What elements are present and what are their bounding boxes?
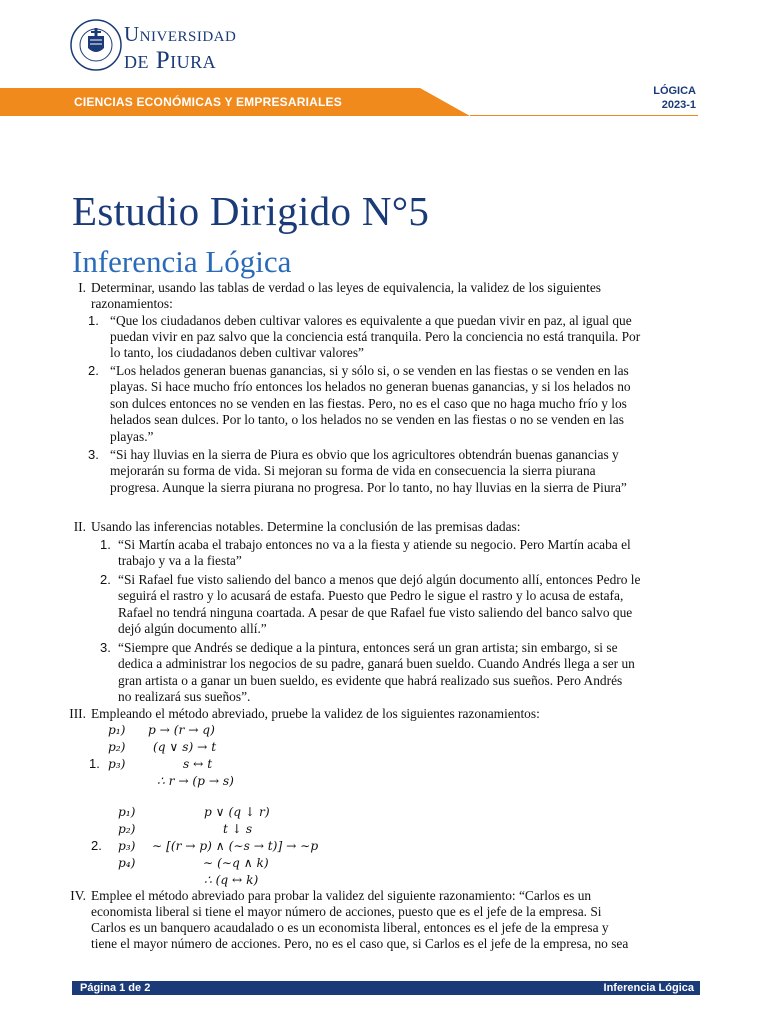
s1-item2-line1: “Los helados generan buenas ganancias, si y sólo si, o se venden en las fiestas o se venden en las: [110, 363, 629, 378]
p2-premise3-label: p₃): [118, 839, 136, 853]
s2-item2-number: 2.: [100, 572, 111, 587]
s1-item1-line1: “Que los ciudadanos deben cultivar valores es equivalente a que puedan vivir en paz, al igual que: [110, 313, 632, 328]
section-2-text: Usando las inferencias notables. Determine la conclusión de las premisas dadas:: [91, 519, 521, 534]
p2-premise2-formula: t ↓ s: [223, 822, 253, 836]
p2-conclusion: ∴ (q ↔ k): [204, 873, 259, 887]
p2-premise4-formula: ∼ (∼q ∧ k): [203, 856, 269, 870]
s1-item3-line2: mejorarán su forma de vida. Si mejoran su forma de vida en consecuencia la sierra piurana: [110, 463, 596, 478]
p1-number: 1.: [89, 756, 100, 771]
section-3-text: Empleando el método abreviado, pruebe la validez de los siguientes razonamientos:: [91, 706, 540, 721]
s2-item1-line2: trabajo y va a la fiesta”: [118, 553, 242, 568]
university-name-line1: Universidad: [124, 22, 237, 46]
section-1-text-a: Determinar, usando las tablas de verdad o las leyes de equivalencia, la validez de los siguientes: [91, 280, 601, 295]
s2-item3-line2: dedica a administrar los negocios de su padre, ganará buen sueldo. Cuando Andrés llega a ser un: [118, 656, 635, 671]
s2-item2-line2: seguirá el rastro y lo acusará de estafa. Puesto que Pedro le sigue el rastro y lo acusa de estafa,: [118, 588, 624, 603]
p2-premise4-label: p₄): [118, 856, 136, 870]
s2-item1-line1: “Si Martín acaba el trabajo entonces no va a la fiesta y atiende su negocio. Pero Martín acaba el: [118, 537, 631, 552]
s1-item2-line4: helados sean dulces. Por lo tanto, o los helados no se venden en las fiestas o no se venden en las: [110, 412, 624, 427]
p2-premise2-label: p₂): [118, 822, 136, 836]
section-1-text-b: razonamientos:: [91, 296, 173, 311]
p2-number: 2.: [91, 838, 102, 853]
course-name: LÓGICA: [653, 85, 696, 97]
s2-item2-line3: Rafael no tendrá ninguna coartada. A pesar de que Rafael fue visto saliendo del banco salvo que: [118, 605, 633, 620]
section-4-line3: Carlos es un banquero acaudalado o es un economista liberal, entonces es el jefe de la empresa y: [91, 920, 609, 935]
p1-premise1-formula: p → (r → q): [148, 723, 215, 737]
university-seal-logo: [70, 14, 122, 76]
section-1-numeral: I.: [78, 280, 86, 295]
p1-premise1-label: p₁): [108, 723, 126, 737]
section-3-numeral: III.: [69, 706, 86, 721]
document-title: Estudio Dirigido N°5: [72, 188, 430, 234]
s1-item2-line5: playas.”: [110, 429, 154, 444]
faculty-label: CIENCIAS ECONÓMICAS Y EMPRESARIALES: [74, 95, 342, 109]
s1-item3-line3: progresa. Aunque la sierra piurana no progresa. Por lo tanto, no hay lluvias en la sierra de Piura”: [110, 480, 627, 495]
p2-premise1-formula: p ∨ (q ↓ r): [204, 805, 270, 819]
s2-item3-number: 3.: [100, 640, 111, 655]
s2-item2-line4: dejó algún documento allí.”: [118, 621, 267, 636]
section-2-numeral: II.: [73, 519, 86, 534]
university-name-line2: de Piura: [124, 47, 217, 74]
s2-item3-line1: “Siempre que Andrés se dedique a la pintura, entonces será un gran artista; sin embargo, si se: [118, 640, 618, 655]
p1-premise2-label: p₂): [108, 740, 126, 754]
university-name: [124, 24, 236, 73]
p1-premise3-label: p₃): [108, 757, 126, 771]
document-subtitle: Inferencia Lógica: [72, 244, 292, 279]
s2-item1-number: 1.: [100, 537, 111, 552]
s1-item1-line3: lo tanto, los ciudadanos deben cultivar valores”: [110, 345, 364, 360]
footer-topic: Inferencia Lógica: [603, 982, 694, 994]
s1-item1-line2: puedan vivir en paz salvo que la conciencia está tranquila. Pero la conciencia no está tranquila. Por: [110, 329, 641, 344]
course-info: [653, 84, 696, 112]
p1-premise2-formula: (q ∨ s) → t: [153, 740, 217, 754]
p2-premise1-label: p₁): [118, 805, 136, 819]
s2-item2-line1: “Si Rafael fue visto saliendo del banco a menos que dejó algún documento allí, entonces Pedro le: [118, 572, 641, 587]
course-term: 2023-1: [661, 99, 696, 111]
section-4-line1: Emplee el método abreviado para probar la validez del siguiente razonamiento: “Carlos es un: [91, 888, 592, 903]
s1-item2-line3: son dulces entonces no se venden en las fiestas. Pero, no es el caso que no haga mucho frío y los: [110, 396, 627, 411]
s1-item1-number: 1.: [88, 313, 99, 328]
p1-conclusion: ∴ r → (p → s): [157, 774, 234, 788]
footer-page-number: Página 1 de 2: [80, 982, 151, 994]
section-4-numeral: IV.: [70, 888, 86, 903]
section-4-line4: tiene el mayor número de acciones. Pero, no es el caso que, si Carlos es el jefe de la empresa, no sea: [91, 936, 629, 951]
p2-premise3-formula: ∼ [(r → p) ∧ (∼s → t)] → ∼p: [152, 839, 319, 853]
s2-item3-line3: gran artista o a ganar un buen sueldo, es evidente que habrá realizado sus sueños. Pero Andrés: [118, 673, 623, 688]
section-4-line2: economista liberal si tiene el mayor número de acciones, puesto que es el jefe de la empresa. Si: [91, 904, 602, 919]
s1-item2-line2: playas. Si hace mucho frío entonces los helados no generan buenas ganancias, y si los helados no: [110, 379, 631, 394]
header-rule: [470, 115, 698, 116]
s1-item2-number: 2.: [88, 363, 99, 378]
s1-item3-line1: “Si hay lluvias en la sierra de Piura es obvio que los agricultores obtendrán buenas ganancias y: [110, 447, 619, 462]
s1-item3-number: 3.: [88, 447, 99, 462]
p1-premise3-formula: s ↔ t: [183, 757, 213, 771]
s2-item3-line4: no realizará sus sueños”.: [118, 689, 251, 704]
